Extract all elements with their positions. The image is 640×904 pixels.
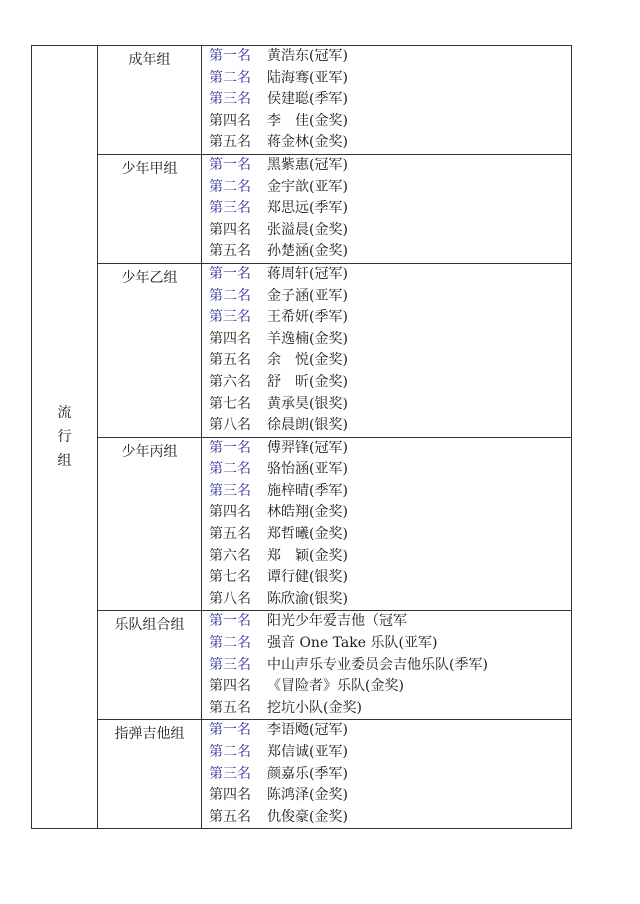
entry-row bbox=[209, 307, 571, 329]
results-table-body bbox=[32, 46, 572, 829]
entry-row bbox=[209, 742, 571, 764]
group-entries bbox=[202, 154, 572, 263]
entry-rank: 第二名 bbox=[209, 744, 251, 760]
entry-name: 《冒险者》乐队(金奖) bbox=[267, 678, 404, 695]
entry-rank: 第三名 bbox=[209, 656, 251, 673]
group-name: 乐队组合组 bbox=[98, 611, 202, 720]
entry-name: 陈欣渝(银奖) bbox=[267, 590, 348, 607]
entry-name: 李语飏(冠军) bbox=[267, 722, 348, 739]
entry-rank: 第二名 bbox=[209, 69, 251, 86]
group-entries bbox=[202, 437, 572, 611]
entry-name: 颜嘉乐(季军) bbox=[267, 765, 348, 782]
entry-rank: 第三名 bbox=[209, 91, 251, 108]
entry-rank: 第一名 bbox=[209, 439, 251, 456]
entry-name: 施梓晴(季军) bbox=[267, 482, 348, 499]
entry-row bbox=[209, 177, 571, 199]
group-row bbox=[32, 46, 572, 155]
entry-rank: 第一名 bbox=[209, 722, 251, 739]
entry-rank: 第五名 bbox=[209, 134, 251, 151]
entry-name: 骆怡涵(亚军) bbox=[267, 461, 348, 478]
entry-rank: 第三名 bbox=[209, 482, 251, 499]
entry-name: 孙楚涵(金奖) bbox=[267, 243, 348, 260]
entry-name: 郑哲曦(金奖) bbox=[267, 526, 348, 543]
entry-rank: 第四名 bbox=[209, 221, 251, 238]
entry-row bbox=[209, 438, 571, 460]
entry-name: 徐晨朗(银奖) bbox=[267, 417, 348, 434]
entry-name: 阳光少年爱吉他（冠军 bbox=[267, 613, 407, 630]
entry-rank: 第八名 bbox=[209, 590, 251, 607]
entry-rank: 第三名 bbox=[209, 200, 251, 217]
entry-name: 羊逸楠(金奖) bbox=[267, 330, 348, 347]
entry-row bbox=[209, 459, 571, 481]
entry-rank: 第一名 bbox=[209, 156, 251, 173]
entry-rank: 第一名 bbox=[209, 265, 251, 282]
entry-row bbox=[209, 286, 571, 308]
entry-row bbox=[209, 350, 571, 372]
entry-name: 挖坑小队(金奖) bbox=[267, 699, 362, 716]
entry-row bbox=[209, 676, 571, 698]
entry-rank: 第二名 bbox=[209, 178, 251, 195]
entry-name: 郑 颖(金奖) bbox=[267, 547, 348, 564]
entry-row bbox=[209, 394, 571, 416]
entry-row bbox=[209, 502, 571, 524]
entry-rank: 第一名 bbox=[209, 613, 251, 630]
entry-rank: 第五名 bbox=[209, 526, 251, 543]
entry-rank: 第二名 bbox=[209, 461, 251, 478]
entry-name: 李 佳(金奖) bbox=[267, 112, 348, 129]
entry-row bbox=[209, 132, 571, 154]
entry-row bbox=[209, 241, 571, 263]
entry-row bbox=[209, 785, 571, 807]
entry-row bbox=[209, 68, 571, 90]
entry-name: 侯建聪(季军) bbox=[267, 91, 348, 108]
entry-row bbox=[209, 720, 571, 742]
group-entries bbox=[202, 263, 572, 437]
entry-name: 谭行健(银奖) bbox=[267, 569, 348, 586]
entry-rank: 第五名 bbox=[209, 808, 251, 825]
entry-row bbox=[209, 155, 571, 177]
results-table bbox=[31, 45, 572, 829]
entry-name: 余 悦(金奖) bbox=[267, 352, 348, 369]
entry-rank: 第四名 bbox=[209, 678, 251, 695]
entry-rank: 第四名 bbox=[209, 787, 251, 804]
entry-name: 黄承昊(银奖) bbox=[267, 395, 348, 412]
entry-name: 张溢晨(金奖) bbox=[267, 221, 348, 238]
entry-row bbox=[209, 198, 571, 220]
entry-rank: 第一名 bbox=[209, 48, 251, 64]
entry-row bbox=[209, 807, 571, 829]
entry-row bbox=[209, 111, 571, 133]
group-row bbox=[32, 263, 572, 437]
group-row bbox=[32, 437, 572, 611]
entry-row bbox=[209, 611, 571, 633]
entry-name: 黄浩东(冠军) bbox=[267, 48, 348, 64]
category-cell bbox=[32, 46, 98, 829]
category-label: 流行组 bbox=[57, 405, 72, 470]
entry-row bbox=[209, 220, 571, 242]
entry-name: 郑信诚(亚军) bbox=[267, 744, 348, 760]
entry-name: 黑紫惠(冠军) bbox=[267, 156, 348, 173]
entry-name: 金宇歆(亚军) bbox=[267, 178, 348, 195]
entry-row bbox=[209, 546, 571, 568]
entry-rank: 第六名 bbox=[209, 547, 251, 564]
entry-rank: 第七名 bbox=[209, 569, 251, 586]
entry-row bbox=[209, 89, 571, 111]
entry-row bbox=[209, 372, 571, 394]
entry-rank: 第五名 bbox=[209, 243, 251, 260]
group-name: 少年丙组 bbox=[98, 437, 202, 611]
entry-row bbox=[209, 698, 571, 720]
entry-row bbox=[209, 264, 571, 286]
entry-rank: 第三名 bbox=[209, 765, 251, 782]
entry-name: 舒 昕(金奖) bbox=[267, 373, 348, 390]
entry-name: 陆海骞(亚军) bbox=[267, 69, 348, 86]
group-row bbox=[32, 611, 572, 720]
entry-name: 中山声乐专业委员会吉他乐队(季军) bbox=[267, 656, 488, 673]
entry-rank: 第四名 bbox=[209, 330, 251, 347]
entry-name: 王希妍(季军) bbox=[267, 309, 348, 326]
entry-rank: 第六名 bbox=[209, 373, 251, 390]
entry-row bbox=[209, 655, 571, 677]
entry-rank: 第二名 bbox=[209, 635, 251, 652]
entry-row bbox=[209, 481, 571, 503]
group-name: 少年乙组 bbox=[98, 263, 202, 437]
entry-row bbox=[209, 633, 571, 655]
entry-rank: 第八名 bbox=[209, 417, 251, 434]
entry-row bbox=[209, 589, 571, 611]
entry-rank: 第七名 bbox=[209, 395, 251, 412]
entry-name: 蒋金林(金奖) bbox=[267, 134, 348, 151]
entry-rank: 第三名 bbox=[209, 309, 251, 326]
entry-row bbox=[209, 764, 571, 786]
entry-row bbox=[209, 524, 571, 546]
entry-row bbox=[209, 567, 571, 589]
entry-name: 仇俊豪(金奖) bbox=[267, 808, 348, 825]
entry-row bbox=[209, 415, 571, 437]
entry-rank: 第五名 bbox=[209, 352, 251, 369]
entry-name: 金子涵(亚军) bbox=[267, 287, 348, 304]
entry-name: 强音 One Take 乐队(亚军) bbox=[267, 635, 438, 652]
entry-name: 蒋周轩(冠军) bbox=[267, 265, 348, 282]
entry-row bbox=[209, 46, 571, 68]
entry-name: 郑思远(季军) bbox=[267, 200, 348, 217]
group-name: 指弹吉他组 bbox=[98, 720, 202, 829]
group-name: 少年甲组 bbox=[98, 154, 202, 263]
entry-rank: 第二名 bbox=[209, 287, 251, 304]
entry-rank: 第四名 bbox=[209, 504, 251, 521]
group-row bbox=[32, 720, 572, 829]
entry-rank: 第四名 bbox=[209, 112, 251, 129]
group-entries bbox=[202, 611, 572, 720]
group-entries bbox=[202, 720, 572, 829]
entry-name: 陈鸿泽(金奖) bbox=[267, 787, 348, 804]
group-name: 成年组 bbox=[98, 46, 202, 155]
entry-name: 林皓翔(金奖) bbox=[267, 504, 348, 521]
entry-row bbox=[209, 329, 571, 351]
group-row bbox=[32, 154, 572, 263]
entry-rank: 第五名 bbox=[209, 699, 251, 716]
group-entries bbox=[202, 46, 572, 155]
entry-name: 傅羿锋(冠军) bbox=[267, 439, 348, 456]
